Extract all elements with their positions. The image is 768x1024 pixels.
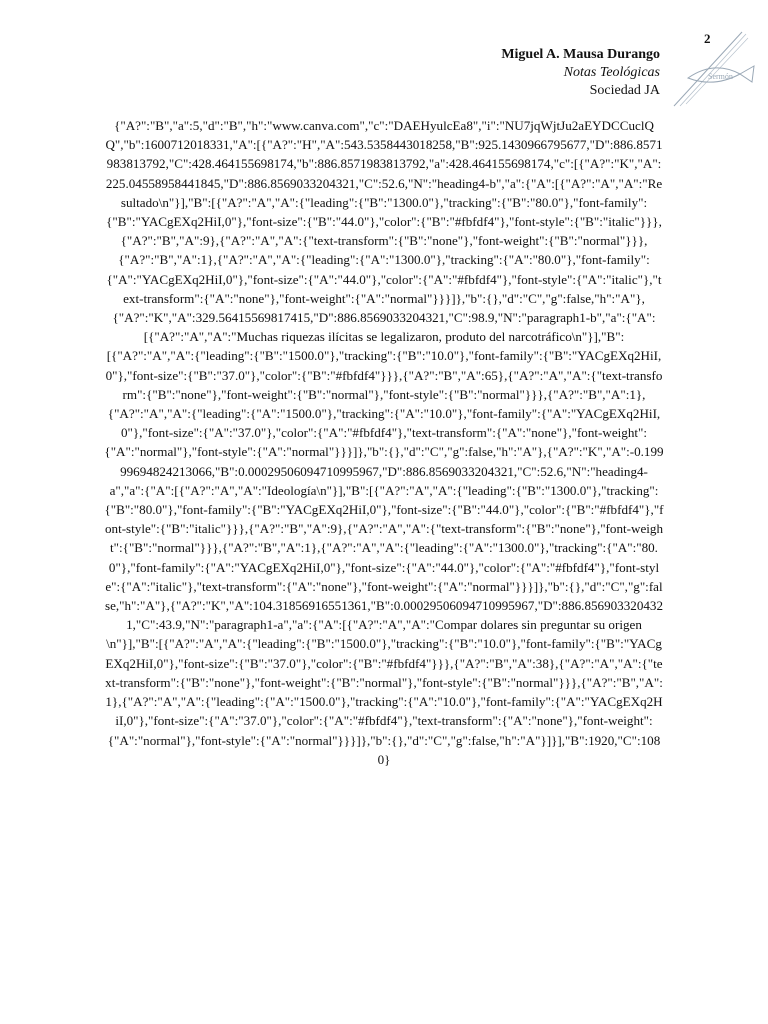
author-name: Miguel A. Mausa Durango — [501, 47, 660, 62]
body-text: {"A?":"B","a":5,"d":"B","h":"www.canva.com","c":"DAEHyulcEa8","i":"NU7jqWjtJu2aEYDCCuclQQ","b":1600712018331,"A":[{"A?":"H","A":543.5358443018258,"B":925.1430966795677,"D":886.8571983813792,"C":428.464155698174,"b":886.8571983813792,"a":428.464155698174,"c":[{"A?":"K","A":225.04558958441845,"D":886.8569033204321,"C":52.6,"N":"heading4-b","a":{"A":[{"A?":"A","A":"Resultado\n"}],"B":[{"A?":"A","A":{"leading":{"B":"1300.0"},"tracking":{"B":"80.0"},"font-family":{"B":"YACgEXq2HiI,0"},"font-size":{"B":"44.0"},"color":{"B":"#fbfdf4"},"font-style":{"B":"italic"}}},{"A?":"B","A":9},{"A?":"A","A":{"text-transform":{"B":"none"},"font-weight":{"B":"normal"}}},{"A?":"B","A":1},{"A?":"A","A":{"leading":{"A":"1300.0"},"tracking":{"A":"80.0"},"font-family":{"A":"YACgEXq2HiI,0"},"font-size":{"A":"44.0"},"color":{"A":"#fbfdf4"},"font-style":{"A":"italic"},"text-transform":{"A":"none"},"font-weight":{"A":"normal"}}}]},"b":{},"d":"C","g":false,"h":"A"},{"A?":"K","A":329.56415569817415,"D":886.8569033204321,"C":98.9,"N":"paragraph1-b","a":{"A":[{"A?":"A","A":"Muchas riquezas ilícitas se legalizaron, produto del narcotráfico\n"}],"B":[{"A?":"A","A":{"leading":{"B":"1500.0"},"tracking":{"B":"10.0"},"font-family":{"B":"YACgEXq2HiI,0"},"font-size":{"B":"37.0"},"color":{"B":"#fbfdf4"}}},{"A?":"B","A":65},{"A?":"A","A":{"text-transform":{"B":"none"},"font-weight":{"B":"normal"},"font-style":{"B":"normal"}}},{"A?":"B","A":1},{"A?":"A","A":{"leading":{"A":"1500.0"},"tracking":{"A":"10.0"},"font-family":{"A":"YACgEXq2HiI,0"},"font-size":{"A":"37.0"},"color":{"A":"#fbfdf4"},"text-transform":{"A":"none"},"font-weight":{"A":"normal"},"font-style":{"A":"normal"}}}]},"b":{},"d":"C","g":false,"h":"A"},{"A?":"K","A":-0.19999694824213066,"B":0.00029506094710995967,"D":886.8569033204321,"C":52.6,"N":"heading4-a","a":{"A":[{"A?":"A","A":"Ideología\n"}],"B":[{"A?":"A","A":{"leading":{"B":"1300.0"},"tracking":{"B":"80.0"},"font-family":{"B":"YACgEXq2HiI,0"},"font-size":{"B":"44.0"},"color":{"B":"#fbfdf4"},"font-style":{"B":"italic"}}},{"A?":"B","A":9},{"A?":"A","A":{"text-transform":{"B":"none"},"font-weight":{"B":"normal"}}},{"A?":"B","A":1},{"A?":"A","A":{"leading":{"A":"1300.0"},"tracking":{"A":"80.0"},"font-family":{"A":"YACgEXq2HiI,0"},"font-size":{"A":"44.0"},"color":{"A":"#fbfdf4"},"font-style":{"A":"italic"},"text-transform":{"A":"none"},"font-weight":{"A":"normal"}}}]},"b":{},"d":"C","g":false,"h":"A"},{"A?":"K","A":104.31856916551361,"B":0.00029506094710995967,"D":886.8569033204321,"C":43.9,"N":"paragraph1-a","a":{"A":[{"A?":"A","A":"Compar dolares sin preguntar su origen\n"}],"B":[{"A?":"A","A":{"leading":{"B":"1500.0"},"tracking":{"B":"10.0"},"font-family":{"B":"YACgEXq2HiI,0"},"font-size":{"B":"37.0"},"color":{"B":"#fbfdf4"}}},{"A?":"B","A":38},{"A?":"A","A":{"text-transform":{"B":"none"},"font-weight":{"B":"normal"},"font-style":{"B":"normal"}}},{"A?":"B","A":1},{"A?":"A","A":{"leading":{"A":"1500.0"},"tracking":{"A":"10.0"},"font-family":{"A":"YACgEXq2HiI,0"},"font-size":{"A":"37.0"},"color":{"A":"#fbfdf4"},"text-transform":{"A":"none"},"font-weight":{"A":"normal"},"font-style":{"A":"normal"}}}]},"b":{},"d":"C","g":false,"h":"A"}]}],"B":1920,"C":1080} — [104, 118, 664, 767]
document-header — [501, 46, 660, 100]
page-number: 2 — [704, 31, 711, 46]
series-title: Notas Teológicas — [563, 65, 660, 80]
society-name: Sociedad JA — [589, 83, 660, 98]
logo-text: Sermón — [708, 72, 733, 81]
sermon-logo-icon — [668, 26, 768, 112]
